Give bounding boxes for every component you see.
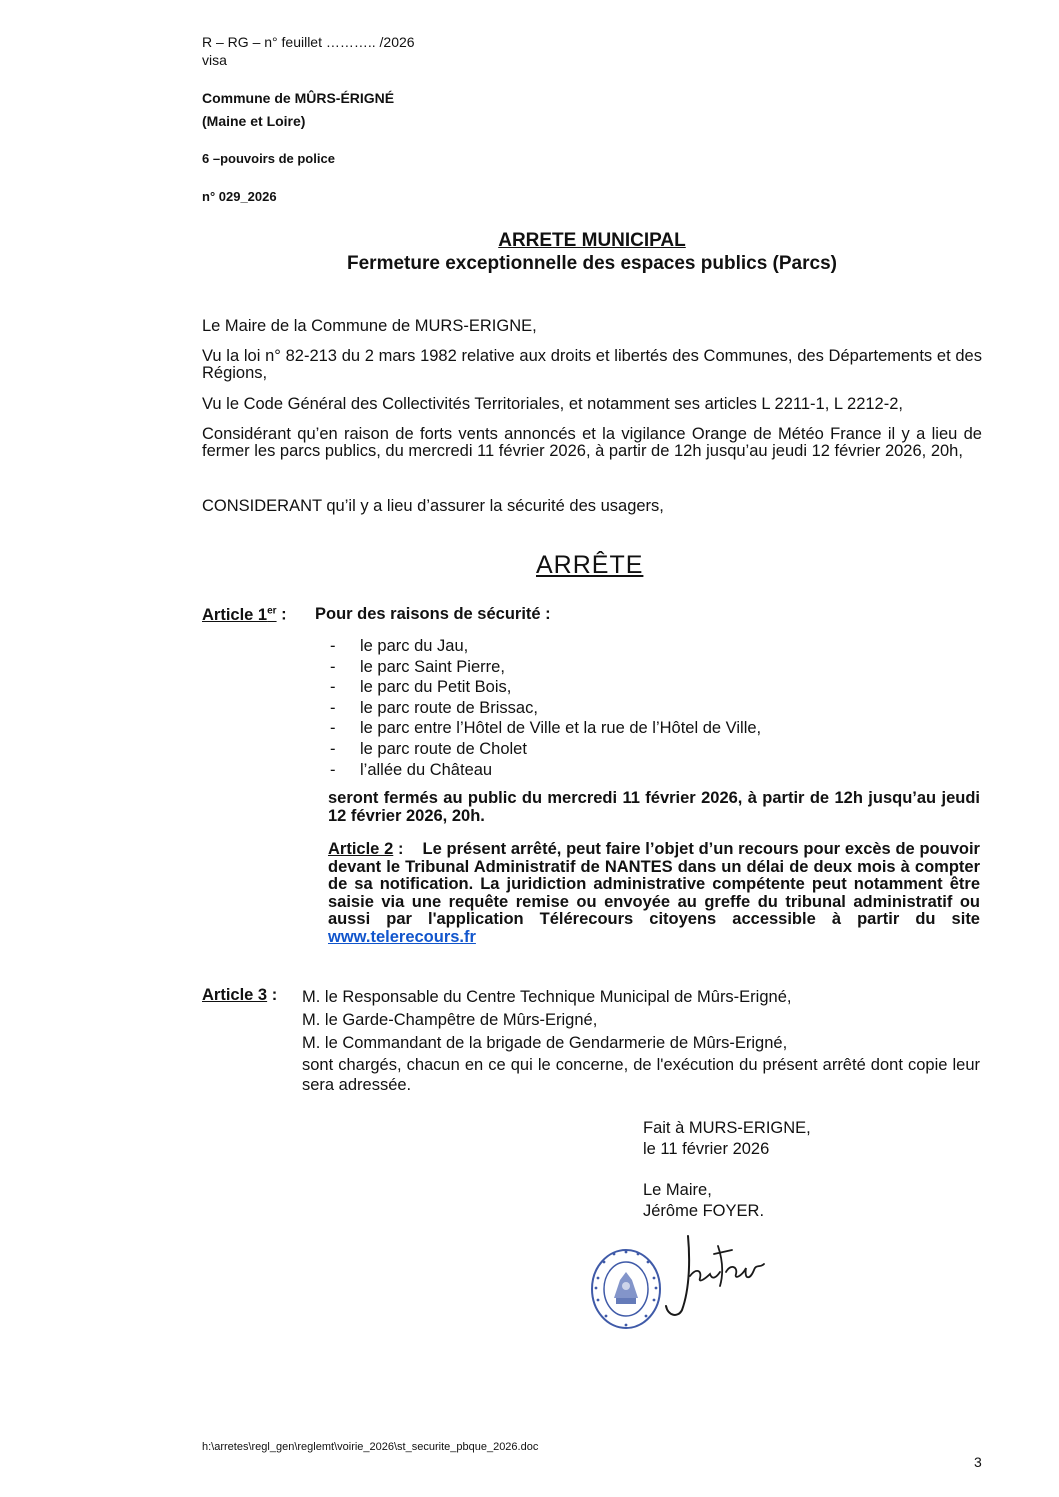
document-title: ARRETE MUNICIPAL: [498, 230, 686, 251]
preamble-law: Vu la loi n° 82-213 du 2 mars 1982 relative aux droits et libertés des Communes, des Départements et des Régions,: [202, 347, 982, 382]
list-item: - le parc du Petit Bois,: [328, 677, 761, 698]
department-name: (Maine et Loire): [202, 113, 306, 129]
article-1-label-colon: :: [276, 605, 287, 624]
category-label: 6 –pouvoirs de police: [202, 151, 335, 166]
preamble-security: CONSIDERANT qu’il y a lieu d’assurer la sécurité des usagers,: [202, 497, 664, 515]
commune-name: Commune de MÛRS-ÉRIGNÉ: [202, 90, 395, 106]
page-number: 3: [974, 1454, 982, 1470]
reference-line: R – RG – n° feuillet ……….. /2026: [202, 34, 415, 50]
article-1-label-sup: er: [267, 605, 277, 616]
preamble-mayor: Le Maire de la Commune de MURS-ERIGNE,: [202, 317, 537, 335]
article-1-intro: Pour des raisons de sécurité :: [315, 605, 551, 623]
article-2-label: Article 2: [328, 840, 394, 858]
article-2-text: Le présent arrêté, peut faire l’objet d’un recours pour excès de pouvoir devant le Tribunal Administratif de NANTES dans un délai de deux mois à compter de sa notification. La juridiction administrative compétente peut notamment être saisie via une requête remise ou envoyée au greffe du tribunal administratif ou aussi par l'application Télérecours citoyens accessible à partir du site: [328, 840, 980, 929]
article-3-label-text: Article 3: [202, 986, 268, 1004]
article-2-label-colon: :: [393, 840, 404, 858]
signature-name: Jérôme FOYER.: [643, 1202, 765, 1220]
telerecours-link[interactable]: www.telerecours.fr: [328, 927, 476, 946]
article-3-label: [202, 986, 277, 1005]
handwritten-signature-icon: [660, 1228, 770, 1323]
closure-statement: seront fermés au public du mercredi 11 février 2026, à partir de 12h jusqu’au jeudi 12 février 2026, 20h.: [328, 789, 980, 825]
list-item: - le parc route de Cholet: [328, 739, 761, 760]
decree-number: n° 029_2026: [202, 189, 277, 204]
recipient-line: M. le Commandant de la brigade de Gendarmerie de Mûrs-Erigné,: [302, 1034, 788, 1052]
article-3-label-colon: :: [267, 986, 278, 1004]
preamble-code: Vu le Code Général des Collectivités Territoriales, et notamment ses articles L 2211-1, L 2212-2,: [202, 395, 903, 413]
list-item: - le parc Saint Pierre,: [328, 657, 761, 678]
article-1-label: [202, 605, 287, 625]
signature-place: Fait à MURS-ERIGNE,: [643, 1119, 811, 1137]
signature-role: Le Maire,: [643, 1181, 712, 1199]
article-1-label-text: Article 1: [202, 605, 268, 624]
recipient-line: M. le Responsable du Centre Technique Municipal de Mûrs-Erigné,: [302, 988, 792, 1006]
municipal-seal-icon: [590, 1248, 662, 1330]
file-path: h:\arretes\regl_gen\reglemt\voirie_2026\st_securite_pbque_2026.doc: [202, 1441, 539, 1453]
article-2-block: [328, 841, 980, 947]
execution-clause: sont chargés, chacun en ce qui le concerne, de l'exécution du présent arrêté dont copie leur sera adressée.: [302, 1056, 980, 1094]
park-list: [328, 636, 761, 780]
article-3-body: [302, 986, 980, 1095]
decision-heading: ARRÊTE: [536, 551, 644, 579]
list-item: - le parc entre l’Hôtel de Ville et la rue de l’Hôtel de Ville,: [328, 718, 761, 739]
signature-date: le 11 février 2026: [643, 1140, 770, 1158]
visa-label: visa: [202, 52, 227, 68]
recipient-line: M. le Garde-Champêtre de Mûrs-Erigné,: [302, 1011, 598, 1029]
preamble-considering: Considérant qu’en raison de forts vents annoncés et la vigilance Orange de Météo France il y a lieu de fermer les parcs publics, du mercredi 11 février 2026, à partir de 12h jusqu’au jeudi 12 février 2026, 20h,: [202, 425, 982, 460]
list-item: - le parc route de Brissac,: [328, 698, 761, 719]
list-item: - le parc du Jau,: [328, 636, 761, 657]
list-item: - l’allée du Château: [328, 760, 761, 781]
document-subtitle: Fermeture exceptionnelle des espaces publics (Parcs): [347, 253, 837, 274]
